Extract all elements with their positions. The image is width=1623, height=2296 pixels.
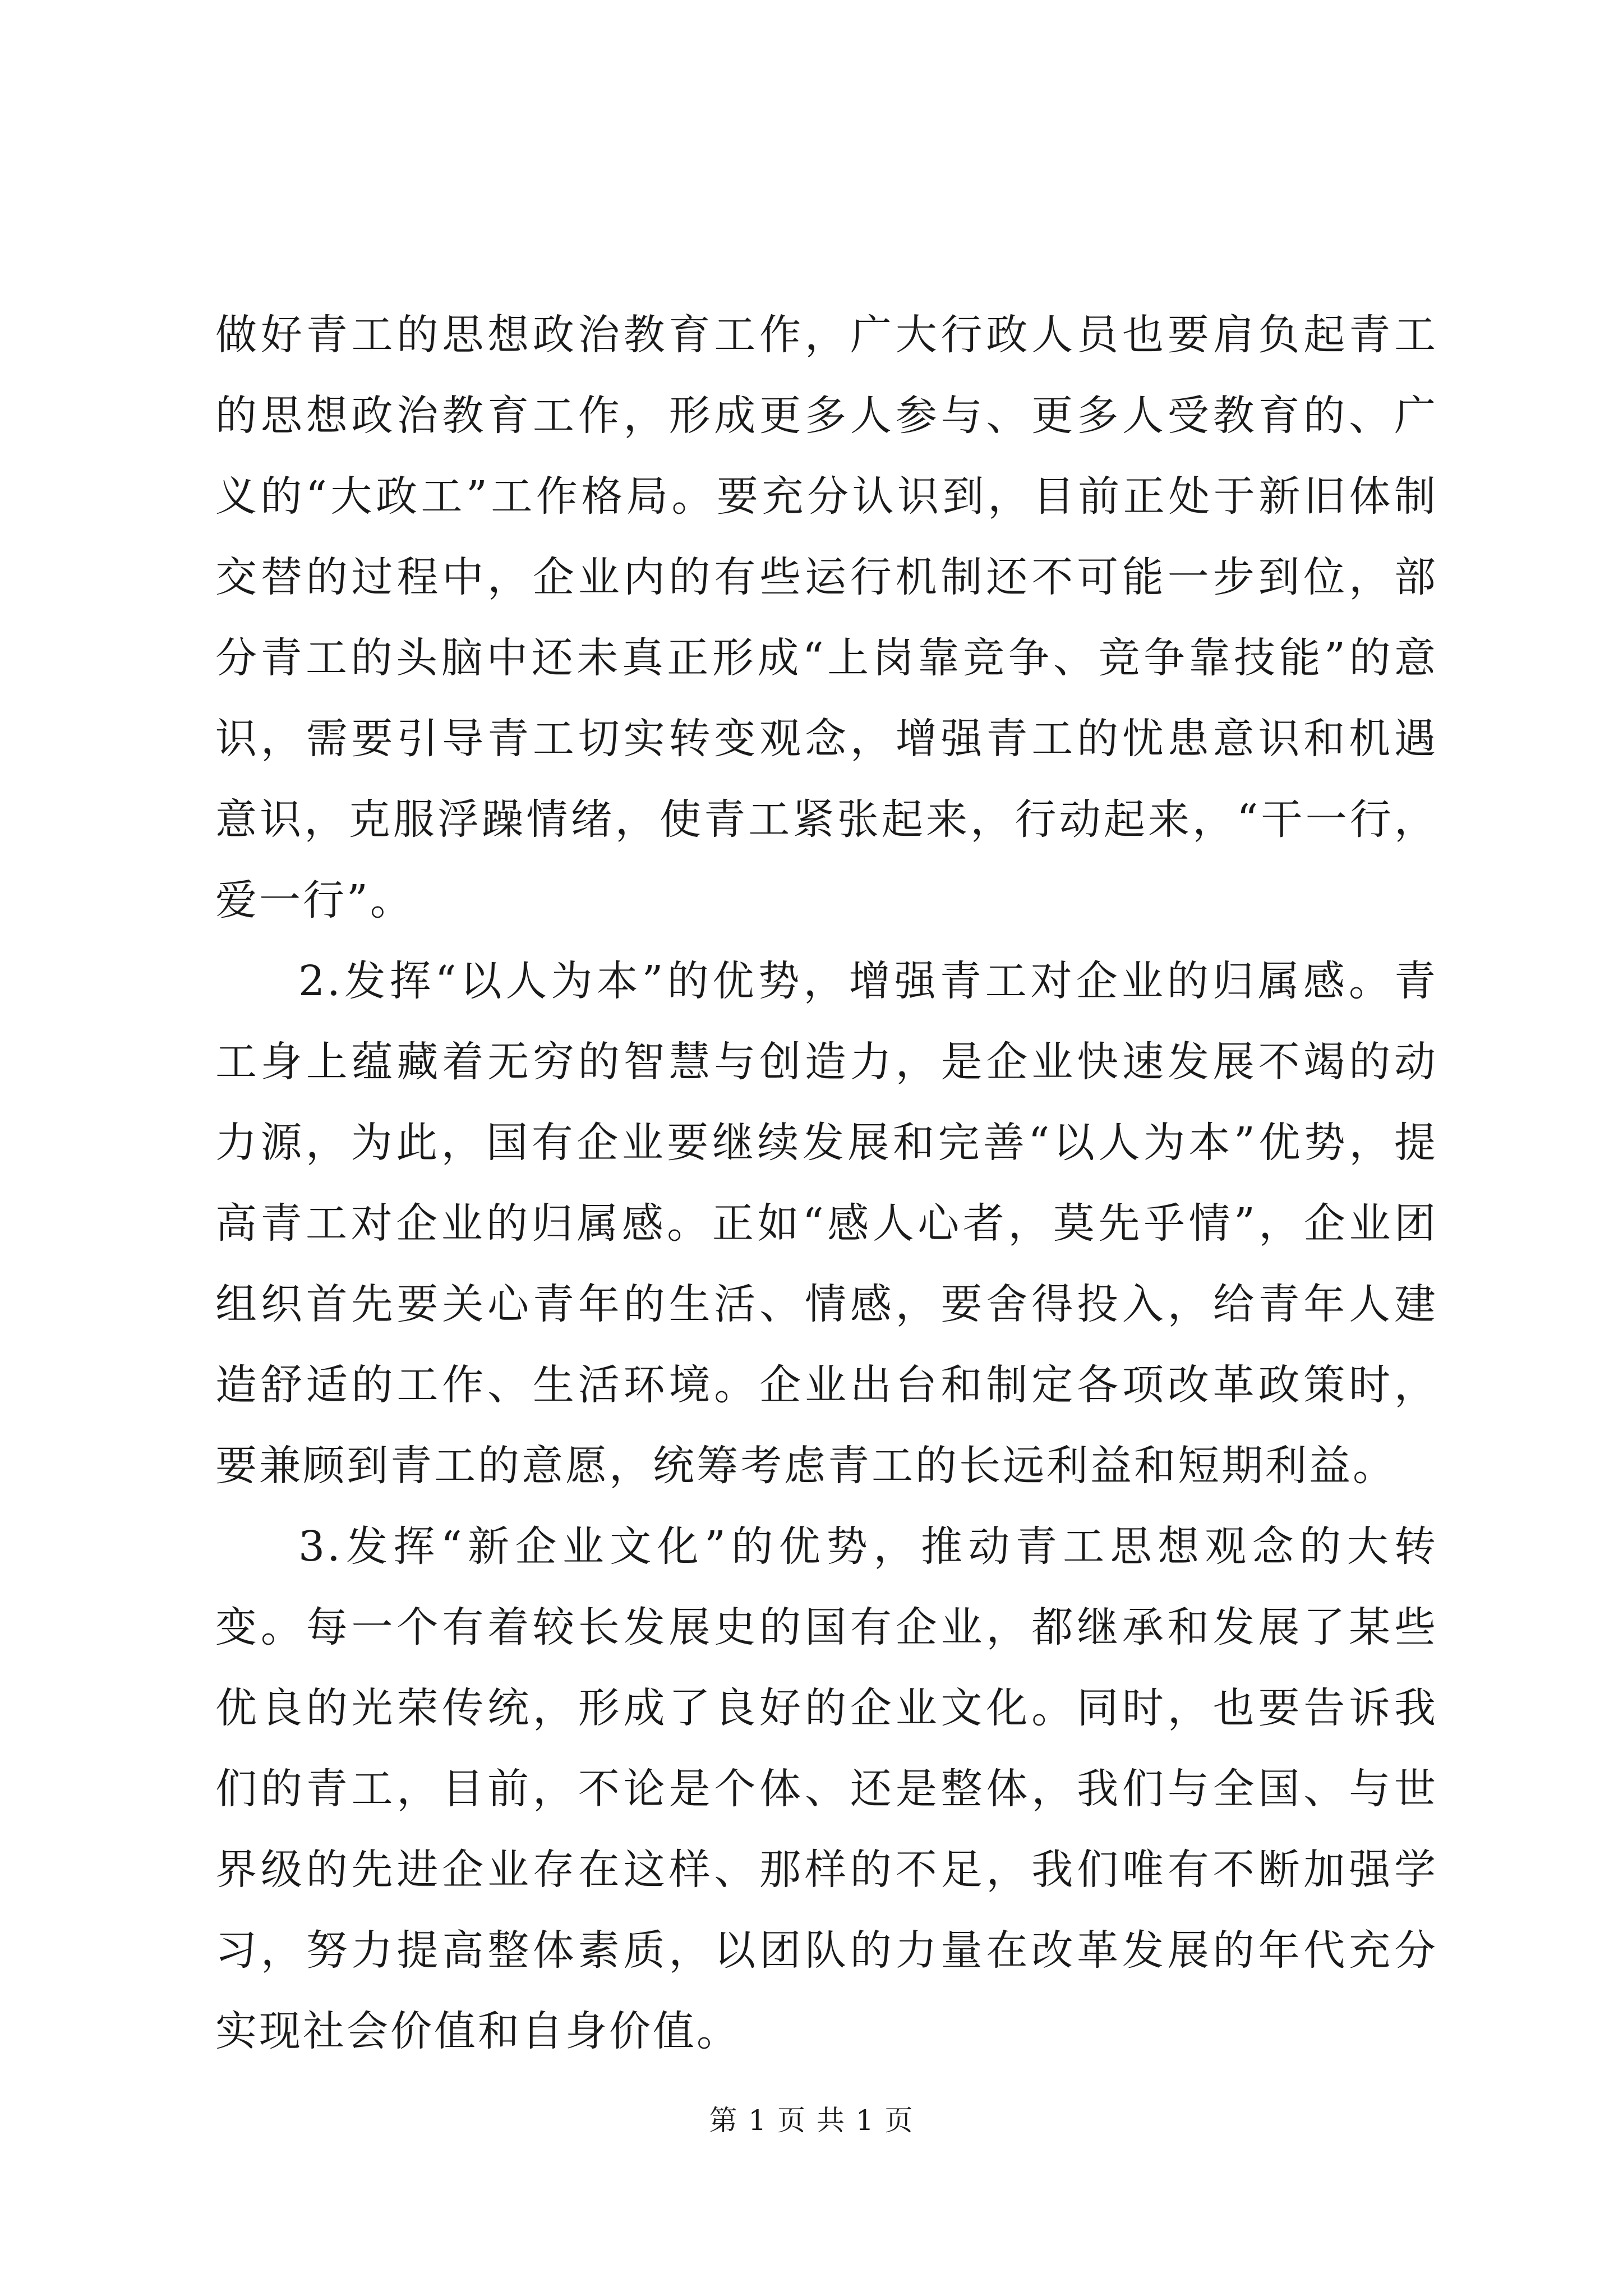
page-footer: 第 1 页 共 1 页 — [709, 2104, 914, 2137]
paragraph-1: 做好青工的思想政治教育工作，广大行政人员也要肩负起青工的思想政治教育工作，形成更多人参与、更多人受教育的、广义的“大政工”工作格局。要充分认识到，目前正处于新旧体制交替的过程中，企业内的有些运行机制还不可能一步到位，部分青工的头脑中还未真正形成“上岗靠竞争、竞争靠技能”的意识，需要引导青工切实转变观念，增强青工的忧患意识和机遇意识，克服浮躁情绪，使青工紧张起来，行动起来，“干一行，爱一行”。 — [215, 311, 1438, 924]
document-body — [215, 295, 1438, 2072]
paragraph-3: 3.发挥“新企业文化”的优势，推动青工思想观念的大转变。每一个有着较长发展史的国有企业，都继承和发展了某些优良的光荣传统，形成了良好的企业文化。同时，也要告诉我们的青工，目前，不论是个体、还是整体，我们与全国、与世界级的先进企业存在这样、那样的不足，我们唯有不断加强学习，努力提高整体素质，以团队的力量在改革发展的年代充分实现社会价值和自身价值。 — [215, 1522, 1438, 2055]
paragraph-2: 2.发挥“以人为本”的优势，增强青工对企业的归属感。青工身上蕴藏着无穷的智慧与创造力，是企业快速发展不竭的动力源，为此，国有企业要继续发展和完善“以人为本”优势，提高青工对企业的归属感。正如“感人心者，莫先乎情”，企业团组织首先要关心青年的生活、情感，要舍得投入，给青年人建造舒适的工作、生活环境。企业出台和制定各项改革政策时，要兼顾到青工的意愿，统筹考虑青工的长远利益和短期利益。 — [215, 957, 1438, 1490]
